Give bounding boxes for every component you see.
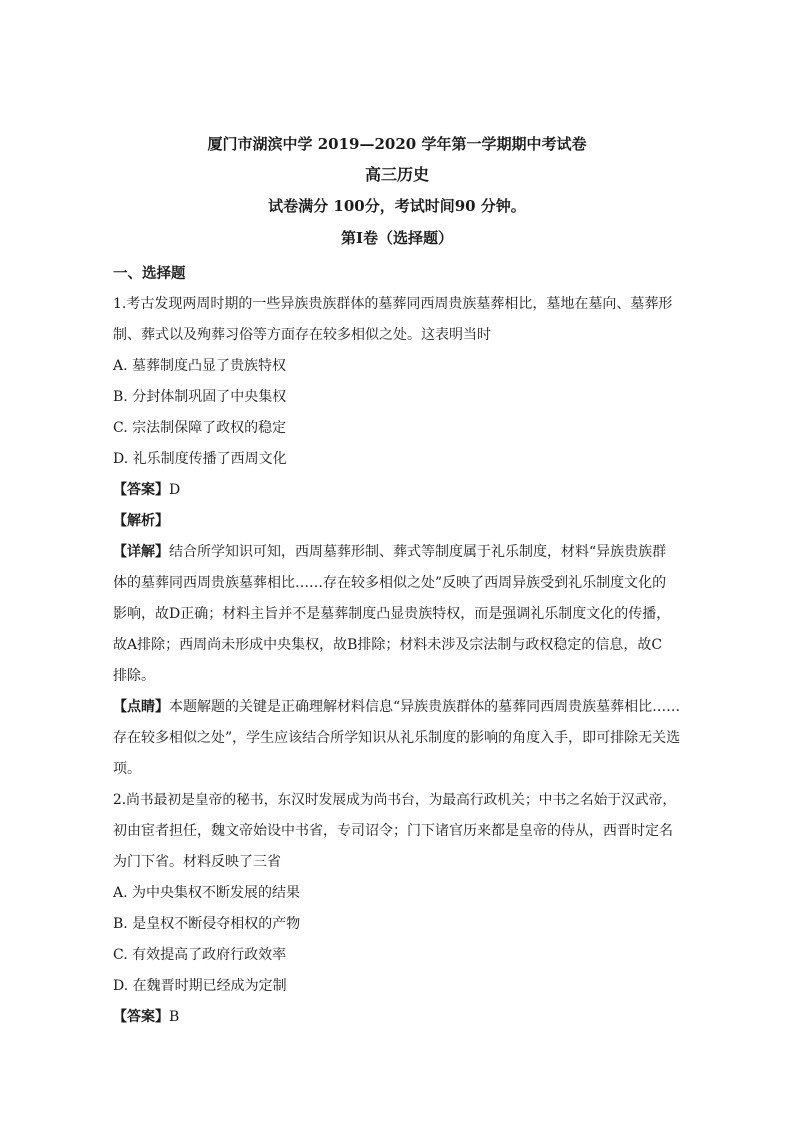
q2-option-a: A. 为中央集权不断发展的结果 (113, 885, 301, 901)
q1-detail-line-4: 故A排除；西周尚未形成中央集权，故B排除；材料未涉及宗法制与政权稳定的信息，故C (113, 637, 663, 653)
q2-option-d: D. 在魏晋时期已经成为定制 (113, 978, 287, 994)
q1-stem-line-2: 制、葬式以及殉葬习俗等方面存在较多相似之处。这表明当时 (113, 327, 491, 343)
q1-detail-line-2: 体的墓葬同西周贵族墓葬相比……存在较多相似之处”反映了西周异族受到礼乐制度文化的 (113, 575, 667, 591)
q2-stem-line-2: 初由宦者担任，魏文帝始设中书省，专司诏令；门下诸官历来都是皇帝的侍从，西晋时定名 (113, 823, 673, 839)
q2-stem-line-1: 2.尚书最初是皇帝的秘书，东汉时发展成为尚书台，为最高行政机关；中书之名始于汉武帝， (113, 792, 677, 808)
q2-answer (113, 1002, 685, 1033)
q2-option-b: B. 是皇权不断侵夺相权的产物 (113, 916, 301, 932)
answer-value: D (169, 482, 181, 498)
volume-title: 第Ⅰ卷（选择题） (340, 229, 454, 247)
q1-tip-line-2: 存在较多相似之处”，学生应该结合所学知识从礼乐制度的影响的角度入手，即可排除无关选 (113, 730, 681, 746)
q1-option-c: C. 宗法制保障了政权的稳定 (113, 420, 287, 436)
q1-analysis (113, 506, 685, 537)
q1-detail-line-3: 影响，故D正确；材料主旨并不是墓葬制度凸显贵族特权，而是强调礼乐制度文化的传播， (113, 606, 671, 622)
exam-content (113, 258, 685, 1033)
analysis-tag: 【解析】 (113, 513, 169, 529)
answer-value: B (169, 1009, 180, 1025)
q1-option-d: D. 礼乐制度传播了西周文化 (113, 451, 287, 467)
subject-title: 高三历史 (364, 165, 429, 184)
q1-detail-line-5: 排除。 (113, 668, 155, 684)
tip-tag: 【点睛】 (113, 699, 169, 715)
detail-text-1: 结合所学知识可知，西周墓葬形制、葬式等制度属于礼乐制度，材料“异族贵族群 (169, 544, 667, 560)
q2-stem-line-3: 为门下省。材料反映了三省 (113, 854, 281, 870)
tip-text-1: 本题解题的关键是正确理解材料信息“异族贵族群体的墓葬同西周贵族墓葬相比…… (169, 699, 681, 715)
answer-tag: 【答案】 (113, 1009, 169, 1025)
answer-tag: 【答案】 (113, 482, 169, 498)
q1-stem-line-1: 1.考古发现两周时期的一些异族贵族群体的墓葬同西周贵族墓葬相比，墓地在墓向、墓葬形 (113, 296, 673, 312)
detail-tag: 【详解】 (113, 544, 169, 560)
school-exam-title: 厦门市湖滨中学 2019—2020 学年第一学期期中考试卷 (207, 135, 587, 153)
q2-option-c: C. 有效提高了政府行政效率 (113, 947, 287, 963)
q1-answer (113, 475, 685, 506)
section-heading: 一、选择题 (113, 265, 186, 282)
exam-info: 试卷满分 100分，考试时间90 分钟。 (268, 197, 526, 215)
q1-tip-line-1 (113, 692, 685, 723)
q1-option-a: A. 墓葬制度凸显了贵族特权 (113, 358, 287, 374)
q1-option-b: B. 分封体制巩固了中央集权 (113, 389, 287, 405)
q1-detail-line-1 (113, 537, 685, 568)
q1-tip-line-3: 项。 (113, 761, 141, 777)
